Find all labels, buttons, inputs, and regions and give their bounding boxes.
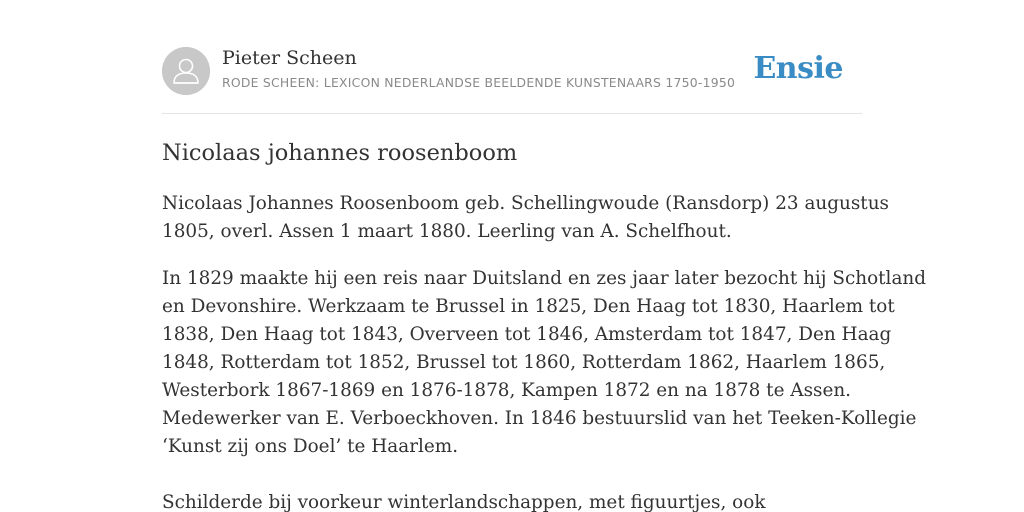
ensie-logo[interactable]: Ensie [753, 51, 843, 86]
text-line: Nicolaas Johannes Roosenboom geb. Schellingwoude (Ransdorp) 23 augustus [162, 193, 889, 214]
text-line: 1805, overl. Assen 1 maart 1880. Leerling van A. Schelfhout. [162, 221, 732, 242]
text-line: Westerbork 1867-1869 en 1876-1878, Kampen 1872 en na 1878 te Assen. [162, 380, 852, 401]
paragraph-2 [162, 265, 927, 461]
text-line: Schilderde bij voorkeur winterlandschappen, met figuurtjes, ook [162, 492, 766, 512]
paragraph-1 [162, 190, 889, 246]
article-header [162, 44, 862, 98]
header-divider [162, 113, 862, 114]
article-title: Nicolaas johannes roosenboom [162, 140, 518, 166]
source-lexicon-link[interactable]: RODE SCHEEN: LEXICON NEDERLANDSE BEELDENDE KUNSTENAARS 1750-1950 [222, 75, 736, 90]
text-line: ‘Kunst zij ons Doel’ te Haarlem. [162, 436, 459, 457]
page-container [162, 0, 927, 512]
text-line: 1848, Rotterdam tot 1852, Brussel tot 1860, Rotterdam 1862, Haarlem 1865, [162, 352, 886, 373]
user-silhouette-icon [162, 47, 210, 95]
paragraph-3 [162, 489, 862, 512]
text-line: 1838, Den Haag tot 1843, Overveen tot 1846, Amsterdam tot 1847, Den Haag [162, 324, 892, 345]
text-line: en Devonshire. Werkzaam te Brussel in 1825, Den Haag tot 1830, Haarlem tot [162, 296, 895, 317]
author-avatar[interactable] [162, 47, 210, 95]
text-line: In 1829 maakte hij een reis naar Duitsland en zes jaar later bezocht hij Schotland [162, 268, 927, 289]
text-line: Medewerker van E. Verboeckhoven. In 1846 bestuurslid van het Teeken-Kollegie [162, 408, 917, 429]
author-name-link[interactable]: Pieter Scheen [222, 47, 357, 69]
article-body [162, 190, 927, 512]
